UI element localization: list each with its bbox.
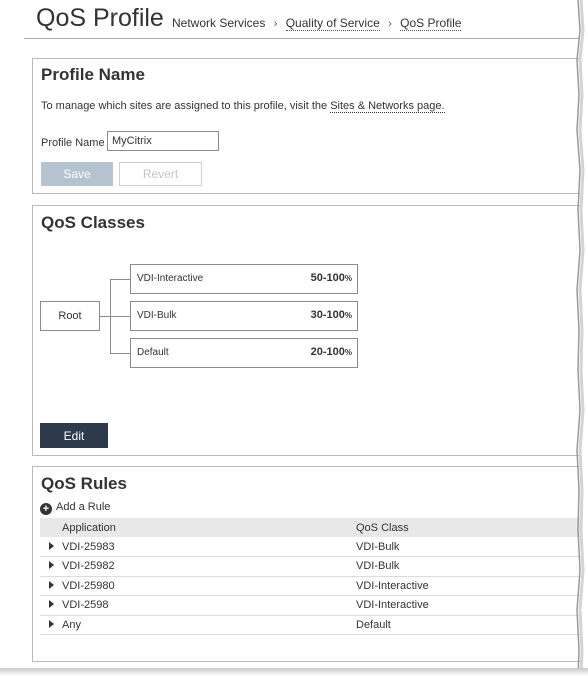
tree-connector	[110, 316, 130, 317]
expand-row-cell[interactable]	[40, 596, 62, 616]
class-range	[311, 346, 352, 358]
expand-arrow-icon[interactable]	[49, 542, 54, 550]
profile-name-card	[32, 58, 580, 194]
plus-circle-icon: +	[40, 503, 52, 515]
column-header-expander	[40, 518, 62, 537]
breadcrumb-item-qos-profile[interactable]: QoS Profile	[400, 16, 462, 30]
class-range-value: 50-100	[310, 272, 345, 284]
qos-classes-card	[32, 205, 580, 456]
rules-table	[40, 518, 581, 635]
chevron-right-icon: ›	[273, 18, 278, 30]
qos-class-cell: VDI-Interactive	[356, 576, 581, 596]
qos-rules-heading: QoS Rules	[41, 474, 127, 493]
class-range-value: 20-100	[310, 346, 345, 358]
application-cell: VDI-2598	[62, 596, 356, 616]
tree-connector	[100, 316, 110, 317]
expand-arrow-icon[interactable]	[49, 620, 54, 628]
column-header-application[interactable]: Application	[62, 518, 356, 537]
revert-button[interactable]: Revert	[119, 162, 202, 186]
expand-row-cell[interactable]	[40, 557, 62, 577]
qos-classes-heading: QoS Classes	[41, 213, 145, 232]
class-range-unit: %	[344, 348, 352, 357]
table-row[interactable]	[40, 557, 581, 577]
tree-root-node: Root	[40, 301, 100, 331]
sites-networks-link[interactable]: Sites & Networks page.	[330, 100, 445, 112]
table-row[interactable]	[40, 576, 581, 596]
application-cell: VDI-25982	[62, 557, 356, 577]
qos-class-cell: Default	[356, 615, 581, 635]
expand-arrow-icon[interactable]	[49, 600, 54, 608]
expand-row-cell[interactable]	[40, 537, 62, 557]
class-node-default	[130, 338, 358, 368]
expand-row-cell[interactable]	[40, 576, 62, 596]
application-cell: VDI-25980	[62, 576, 356, 596]
tree-connector	[110, 279, 130, 280]
edit-button[interactable]: Edit	[40, 423, 108, 448]
expand-row-cell[interactable]	[40, 615, 62, 635]
add-rule-label: Add a Rule	[56, 501, 111, 513]
table-row[interactable]	[40, 615, 581, 635]
column-header-qos-class[interactable]: QoS Class	[356, 518, 581, 537]
breadcrumb-item-network-services[interactable]: Network Services	[172, 16, 266, 30]
table-row[interactable]	[40, 537, 581, 557]
profile-name-label: Profile Name	[41, 137, 105, 149]
chevron-right-icon: ›	[388, 18, 392, 30]
class-name: VDI-Bulk	[137, 310, 177, 321]
application-cell: VDI-25983	[62, 537, 356, 557]
table-row[interactable]	[40, 596, 581, 616]
qos-rules-card	[32, 466, 580, 662]
class-name: Default	[137, 347, 169, 358]
torn-edge-shadow	[576, 0, 588, 676]
breadcrumb-item-quality-of-service[interactable]: Quality of Service	[285, 16, 380, 30]
qos-class-cell: VDI-Interactive	[356, 596, 581, 616]
expand-arrow-icon[interactable]	[49, 561, 54, 569]
expand-arrow-icon[interactable]	[49, 581, 54, 589]
profile-help-sentence: To manage which sites are assigned to this profile, visit the	[41, 100, 331, 112]
application-cell: Any	[62, 615, 356, 635]
class-node-vdi-bulk	[130, 301, 358, 331]
add-rule-button[interactable]	[40, 501, 110, 515]
class-range-value: 30-100	[310, 309, 345, 321]
profile-help-text	[41, 100, 445, 112]
class-range-unit: %	[344, 274, 352, 283]
class-range	[311, 272, 352, 284]
class-range-unit: %	[344, 311, 352, 320]
class-node-vdi-interactive	[130, 264, 358, 294]
profile-name-heading: Profile Name	[41, 65, 145, 84]
class-name: VDI-Interactive	[137, 273, 204, 284]
breadcrumb	[172, 16, 461, 30]
save-button[interactable]: Save	[41, 162, 113, 186]
profile-name-input[interactable]	[107, 131, 219, 151]
class-range	[311, 309, 352, 321]
qos-class-cell: VDI-Bulk	[356, 537, 581, 557]
bottom-shadow	[0, 668, 588, 676]
title-divider	[24, 38, 580, 39]
page-title: QoS Profile	[36, 4, 164, 32]
qos-class-cell: VDI-Bulk	[356, 557, 581, 577]
table-header-row	[40, 518, 581, 537]
tree-connector	[110, 353, 130, 354]
